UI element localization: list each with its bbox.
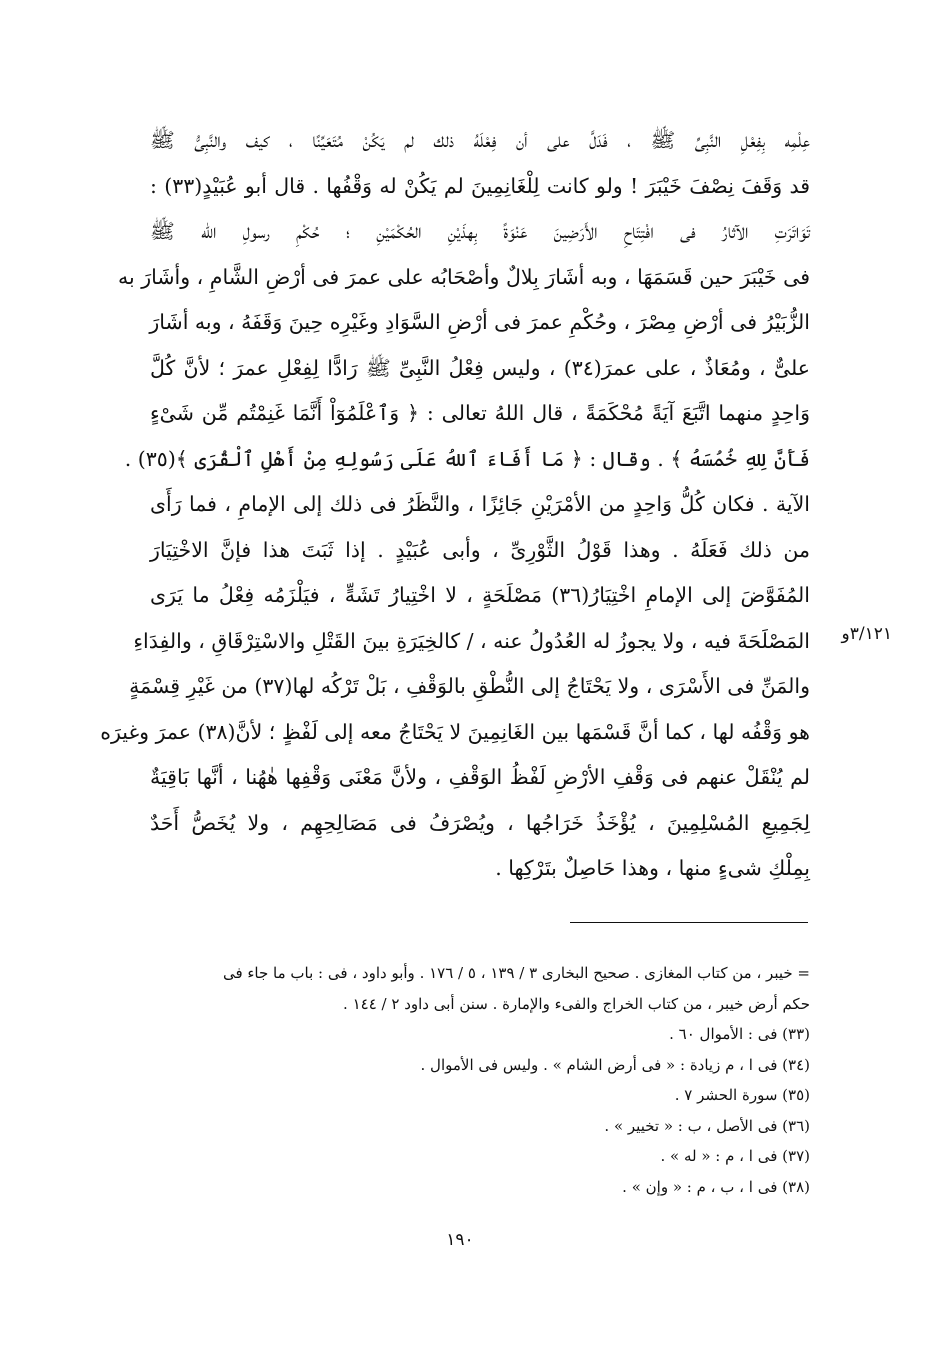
footnote: (٣٥) سورة الحشر ٧ .: [674, 1086, 810, 1104]
text-line: المَصْلَحَةَ فيه ، ولا يجوزُ له العُدُولُ عنه ، / كالخِيَرَةِ بينَ القَتْلِ والاسْتِرْقَاقِ ، والفِدَاءِ: [133, 628, 810, 653]
footnote: (٣٧) فى ا ، م : « له » .: [660, 1147, 810, 1165]
text-line: لم يُنْقَلْ عنهم فى وَقْفِ الأرْضِ لَفْظُ الوَقْفِ ، ولأنَّ مَعْنَى وَقْفِها هٰهُنا ، أنَّها بَاقِيَةٌ: [150, 765, 810, 789]
text-line: والمَنِّ فى الأَسْرَى ، ولا يَحْتَاجُ إلى النُّطْقِ بالوَقْفِ ، بَلْ تَرْكُه لها(٣٧) من غَيْرِ قِسْمَةٍ: [129, 674, 810, 698]
manuscript-folio-marker: ٣/١٢١و: [841, 624, 892, 644]
text-line: عِلْمِه بِفِعْلِ النَّبِىِّ ﷺ ، فَدَلَّ على أن فِعْلَهُ ذلك لم يَكُنْ مُتَعَيِّنًا ، كيف والنَّبِىُّ ﷺ: [150, 128, 810, 152]
footnote-separator: [570, 922, 808, 923]
text-line: فى خَيْبَرَ حين قَسَمَهَا ، وبه أشَارَ بِلالٌ وأصْحَابُه على عمرَ فى أرْضِ الشَّامِ ، وأشَارَ به: [117, 264, 810, 289]
footnote: حكم أرض خيبر ، من كتاب الخراج والفىء والإمارة . سنن أبى داود ٢ / ١٤٤ .: [343, 994, 810, 1013]
main-text-block: [100, 118, 811, 892]
text-line: الزُّبَيْرُ فى أرْضِ مِصْرَ ، وحُكْمِ عمرَ فى أرْضِ السَّوَادِ وغَيْرِه حِينَ وَقَفَهُ ، وبه أشَارَ: [149, 310, 810, 334]
footnote: (٣٦) فى الأصل ، ب : « تخيير » .: [604, 1116, 810, 1135]
text-line: لِجَمِيعِ المُسْلِمِينَ ، يُؤْخَذُ خَرَاجُها ، ويُصْرَفُ فى مَصَالِحِهِم ، ولا يُخَصُّ أَحَدٌ: [150, 810, 810, 835]
text-line: علىٌّ ، ومُعَاذٌ ، على عمرَ(٣٤) ، وليس فِعْلُ النَّبِىِّ ﷺ رَادًّا لِفِعْلِ عمرَ ؛ لأنَّ كُلَّ: [150, 355, 810, 380]
text-line: بِمِلْكِ شىءٍ منها ، وهذا حَاصِلٌ بتَرْكِها .: [495, 856, 810, 880]
text-line: تَوَاتَرَتِ الآثارُ فى افْتِتَاحِ الأَرَضِينَ عَنْوَةً بِهذَيْنِ الحُكْمَيْنِ ؛ حُكْمِ رسولِ الله ﷺ: [150, 219, 810, 243]
text-line: وَاحِدٍ منهما اتَّبَعَ آيَةً مُحْكَمَةً ، قال اللهُ تعالى : ﴿ وَٱعْلَمُوٓاْ أَنَّمَا غَنِمْتُم مِّن شَىْءٍ: [150, 401, 810, 425]
text-line: من ذلك فَعَلَهُ . وهذا قَوْلُ الثَّوْرِىِّ ، وأبى عُبَيْدٍ . إذا ثَبَتَ هذا فإنَّ الاخْتِيَارَ: [150, 537, 810, 562]
footnote: (٣٣) فى : الأموال ٦٠ .: [669, 1025, 810, 1043]
footnotes-block: [120, 958, 810, 1202]
footnote: = خيبر ، من كتاب المغازى . صحيح البخارى ٣ / ١٣٩ ، ٥ / ١٧٦ . وأبو داود ، فى : باب ما جاء فى: [222, 964, 810, 982]
text-line: الآية . فكان كُلُّ وَاحِدٍ من الأمْرَيْنِ جَائِزًا ، والنَّظَرُ فى ذلك إلى الإمامِ ، فما رَأَى: [150, 492, 810, 516]
text-line: فَأَنَّ لِلهِ خُمُسَهُ ﴾ . وقال : ﴿ مَا أَفَاءَ ٱللهُ عَلَى رَسُولِهِ مِنْ أَهْلِ ٱلْقُرَى ﴾(٣٥) .: [124, 446, 810, 471]
footnote: (٣٤) فى ا ، م زيادة : « فى أرض الشام » . وليس فى الأموال .: [420, 1055, 810, 1074]
text-line: قد وَقَفَ نِصْفَ خَيْبَرَ ! ولو كانت لِلْغَانِمِينَ لم يَكُنْ له وَقْفُها . قال أبو عُبَيْدٍ(٣٣) :: [150, 173, 811, 198]
text-line: المُفَوَّضَ إلى الإمامِ اخْتِيَارُ(٣٦) مَصْلَحَةٍ ، لا اخْتِيارُ تَشَهٍّ ، فيَلْزَمُه فِعْلُ ما يَرَى: [150, 583, 810, 607]
page-number: ١٩٠: [446, 1230, 474, 1250]
text-line: هو وَقْفُه لها ، كما أنَّ قَسْمَها بين الغَانِمِينَ لا يَحْتَاجُ معه إلى لَفْظٍ ؛ لأنَّ(٣٨) عمرَ وغيرَه: [100, 719, 810, 744]
footnote: (٣٨) فى ا ، ب ، م : « وإن » .: [622, 1177, 810, 1196]
